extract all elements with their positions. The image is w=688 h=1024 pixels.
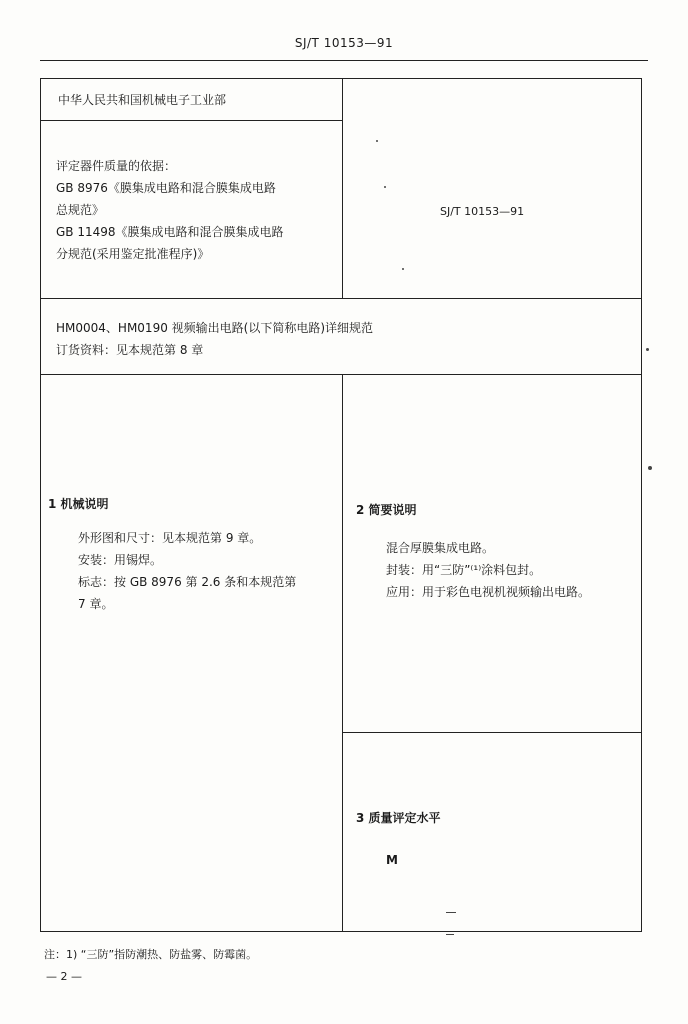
scan-speck [446,934,454,935]
section-1-line-1: 外形图和尺寸：见本规范第 9 章。 [78,531,262,545]
basis-line-2: GB 8976《膜集成电路和混合膜集成电路 [56,181,276,195]
section-2-line-1: 混合厚膜集成电路。 [386,541,495,555]
spec-title: HM0004、HM0190 视频输出电路(以下简称电路)详细规范 [56,321,374,335]
section-2-line-2: 封装：用“三防”⁽¹⁾涂料包封。 [386,563,542,577]
section-1-line-4: 7 章。 [78,597,114,611]
scan-speck [402,268,404,270]
header-rule [40,60,648,61]
issuing-authority: 中华人民共和国机械电子工业部 [58,93,227,107]
scan-speck [446,912,456,913]
scan-speck [646,348,649,351]
ordering-info: 订货资料：见本规范第 8 章 [56,343,204,357]
divider-top-vertical [342,78,343,298]
scan-speck [648,466,652,470]
spec-table [40,78,642,932]
divider-org-row [40,120,342,121]
section-3-heading: 3 质量评定水平 [356,811,441,825]
divider-title-bottom [40,374,642,375]
divider-body-vertical [342,374,343,932]
section-1-line-2: 安装：用锡焊。 [78,553,163,567]
divider-title-top [40,298,642,299]
basis-line-5: 分规范(采用鉴定批准程序)》 [56,247,210,261]
cell-standard-number: SJ/T 10153—91 [440,205,525,218]
scan-speck [376,140,378,142]
quality-level-value: M [386,853,398,867]
divider-section2-bottom [342,732,642,733]
page-number: — 2 — [46,970,82,983]
basis-line-1: 评定器件质量的依据： [56,159,177,173]
standard-number-header: SJ/T 10153—91 [294,36,394,50]
section-2-heading: 2 简要说明 [356,503,417,517]
footnote: 注：1) “三防”指防潮热、防盐雾、防霉菌。 [44,948,258,961]
section-1-line-3: 标志：按 GB 8976 第 2.6 条和本规范第 [78,575,297,589]
scan-speck [384,186,386,188]
basis-line-4: GB 11498《膜集成电路和混合膜集成电路 [56,225,284,239]
basis-line-3: 总规范》 [56,203,105,217]
section-1-heading: 1 机械说明 [48,497,109,511]
section-2-line-3: 应用：用于彩色电视机视频输出电路。 [386,585,591,599]
